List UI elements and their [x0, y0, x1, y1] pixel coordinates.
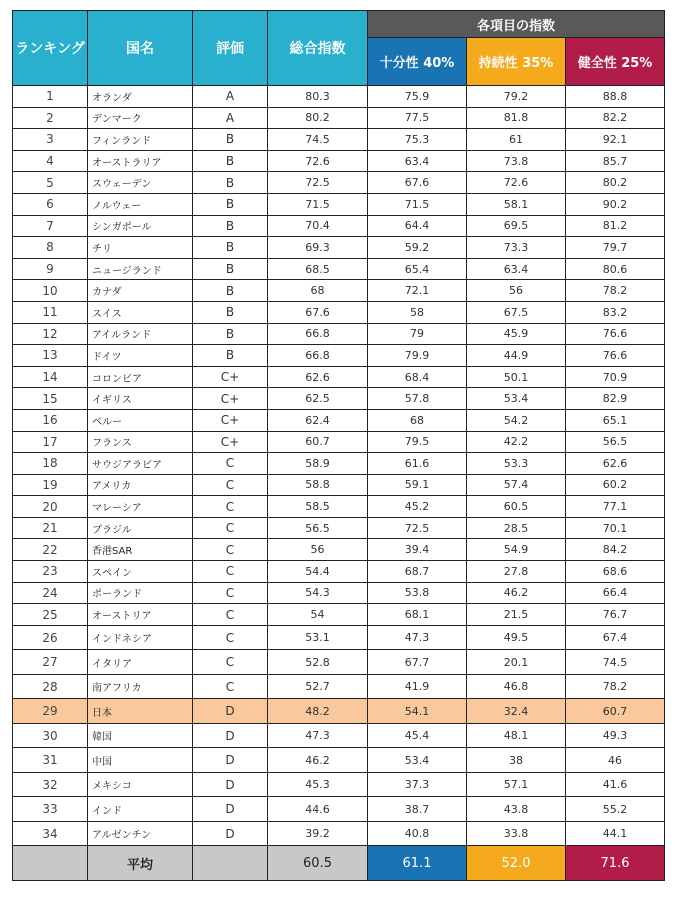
adequacy-cell: 68.4 [368, 366, 467, 388]
grade-cell: D [193, 772, 268, 797]
country-cell: マレーシア [88, 496, 193, 518]
total-index-cell: 52.8 [268, 650, 368, 675]
table-row [13, 517, 665, 539]
adequacy-cell: 47.3 [368, 625, 467, 650]
table-row [13, 797, 665, 822]
country-cell: 韓国 [88, 723, 193, 748]
total-index-cell: 66.8 [268, 323, 368, 345]
adequacy-cell: 39.4 [368, 539, 467, 561]
rank-cell: 16 [13, 409, 88, 431]
country-cell: インド [88, 797, 193, 822]
average-total: 60.5 [268, 846, 368, 881]
country-cell: スイス [88, 301, 193, 323]
integrity-cell: 56.5 [566, 431, 665, 453]
average-grade-cell [193, 846, 268, 881]
header-grade: 評価 [193, 11, 268, 86]
total-index-cell: 70.4 [268, 215, 368, 237]
total-index-cell: 72.6 [268, 150, 368, 172]
integrity-cell: 60.7 [566, 699, 665, 724]
sustainability-cell: 58.1 [467, 193, 566, 215]
table-row [13, 215, 665, 237]
header-sub-index-group: 各項目の指数 [368, 11, 665, 38]
sustainability-cell: 53.4 [467, 388, 566, 410]
country-cell: インドネシア [88, 625, 193, 650]
total-index-cell: 54.4 [268, 561, 368, 583]
total-index-cell: 54.3 [268, 582, 368, 604]
grade-cell: C [193, 517, 268, 539]
integrity-cell: 76.7 [566, 604, 665, 626]
grade-cell: C [193, 539, 268, 561]
total-index-cell: 53.1 [268, 625, 368, 650]
total-index-cell: 58.9 [268, 453, 368, 475]
integrity-cell: 82.2 [566, 107, 665, 129]
adequacy-cell: 79 [368, 323, 467, 345]
grade-cell: C [193, 582, 268, 604]
grade-cell: D [193, 723, 268, 748]
average-rank-cell [13, 846, 88, 881]
country-cell: ブラジル [88, 517, 193, 539]
table-row [13, 107, 665, 129]
table-row [13, 193, 665, 215]
total-index-cell: 56 [268, 539, 368, 561]
table-row [13, 582, 665, 604]
rank-cell: 2 [13, 107, 88, 129]
country-cell: スペイン [88, 561, 193, 583]
grade-cell: B [193, 172, 268, 194]
grade-cell: B [193, 129, 268, 151]
sustainability-cell: 57.4 [467, 474, 566, 496]
adequacy-cell: 79.5 [368, 431, 467, 453]
table-row [13, 604, 665, 626]
table-row [13, 345, 665, 367]
adequacy-cell: 71.5 [368, 193, 467, 215]
adequacy-cell: 38.7 [368, 797, 467, 822]
table-row [13, 474, 665, 496]
table-row [13, 258, 665, 280]
table-row [13, 409, 665, 431]
table-row [13, 674, 665, 699]
integrity-cell: 78.2 [566, 280, 665, 302]
total-index-cell: 67.6 [268, 301, 368, 323]
rank-cell: 12 [13, 323, 88, 345]
rank-cell: 15 [13, 388, 88, 410]
integrity-cell: 92.1 [566, 129, 665, 151]
country-cell: スウェーデン [88, 172, 193, 194]
rank-cell: 26 [13, 625, 88, 650]
country-cell: デンマーク [88, 107, 193, 129]
grade-cell: D [193, 821, 268, 846]
country-cell: アルゼンチン [88, 821, 193, 846]
rank-cell: 24 [13, 582, 88, 604]
grade-cell: B [193, 258, 268, 280]
rank-cell: 22 [13, 539, 88, 561]
sustainability-cell: 54.2 [467, 409, 566, 431]
adequacy-cell: 77.5 [368, 107, 467, 129]
table-row [13, 323, 665, 345]
adequacy-cell: 45.4 [368, 723, 467, 748]
average-adequacy: 61.1 [368, 846, 467, 881]
sustainability-cell: 42.2 [467, 431, 566, 453]
country-cell: カナダ [88, 280, 193, 302]
total-index-cell: 48.2 [268, 699, 368, 724]
integrity-cell: 80.6 [566, 258, 665, 280]
sustainability-cell: 54.9 [467, 539, 566, 561]
total-index-cell: 60.7 [268, 431, 368, 453]
adequacy-cell: 37.3 [368, 772, 467, 797]
sustainability-cell: 53.3 [467, 453, 566, 475]
integrity-cell: 80.2 [566, 172, 665, 194]
table-row [13, 699, 665, 724]
grade-cell: C+ [193, 409, 268, 431]
sustainability-cell: 72.6 [467, 172, 566, 194]
sustainability-cell: 44.9 [467, 345, 566, 367]
table-row [13, 496, 665, 518]
total-index-cell: 80.3 [268, 86, 368, 108]
integrity-cell: 81.2 [566, 215, 665, 237]
total-index-cell: 66.8 [268, 345, 368, 367]
integrity-cell: 85.7 [566, 150, 665, 172]
header-country: 国名 [88, 11, 193, 86]
grade-cell: D [193, 699, 268, 724]
country-cell: オランダ [88, 86, 193, 108]
rank-cell: 18 [13, 453, 88, 475]
rank-cell: 32 [13, 772, 88, 797]
total-index-cell: 44.6 [268, 797, 368, 822]
integrity-cell: 41.6 [566, 772, 665, 797]
table-row [13, 821, 665, 846]
sustainability-cell: 67.5 [467, 301, 566, 323]
sustainability-cell: 79.2 [467, 86, 566, 108]
sustainability-cell: 60.5 [467, 496, 566, 518]
total-index-cell: 72.5 [268, 172, 368, 194]
rank-cell: 10 [13, 280, 88, 302]
sustainability-cell: 32.4 [467, 699, 566, 724]
integrity-cell: 65.1 [566, 409, 665, 431]
average-label: 平均 [88, 846, 193, 881]
sustainability-cell: 81.8 [467, 107, 566, 129]
sustainability-cell: 49.5 [467, 625, 566, 650]
country-cell: メキシコ [88, 772, 193, 797]
rank-cell: 11 [13, 301, 88, 323]
integrity-cell: 60.2 [566, 474, 665, 496]
adequacy-cell: 68.7 [368, 561, 467, 583]
grade-cell: A [193, 107, 268, 129]
total-index-cell: 74.5 [268, 129, 368, 151]
sustainability-cell: 20.1 [467, 650, 566, 675]
total-index-cell: 52.7 [268, 674, 368, 699]
grade-cell: B [193, 280, 268, 302]
grade-cell: B [193, 150, 268, 172]
country-cell: オーストリア [88, 604, 193, 626]
sustainability-cell: 45.9 [467, 323, 566, 345]
grade-cell: B [193, 215, 268, 237]
table-row [13, 431, 665, 453]
integrity-cell: 76.6 [566, 345, 665, 367]
integrity-cell: 76.6 [566, 323, 665, 345]
table-row [13, 388, 665, 410]
grade-cell: C [193, 453, 268, 475]
adequacy-cell: 75.9 [368, 86, 467, 108]
total-index-cell: 62.4 [268, 409, 368, 431]
integrity-cell: 68.6 [566, 561, 665, 583]
table-row [13, 366, 665, 388]
total-index-cell: 58.5 [268, 496, 368, 518]
adequacy-cell: 53.4 [368, 748, 467, 773]
adequacy-cell: 57.8 [368, 388, 467, 410]
adequacy-cell: 67.7 [368, 650, 467, 675]
table-row [13, 86, 665, 108]
integrity-cell: 79.7 [566, 237, 665, 259]
total-index-cell: 56.5 [268, 517, 368, 539]
sustainability-cell: 73.8 [467, 150, 566, 172]
adequacy-cell: 75.3 [368, 129, 467, 151]
grade-cell: C [193, 650, 268, 675]
rank-cell: 7 [13, 215, 88, 237]
total-index-cell: 68.5 [268, 258, 368, 280]
integrity-cell: 70.1 [566, 517, 665, 539]
country-cell: ニュージランド [88, 258, 193, 280]
integrity-cell: 62.6 [566, 453, 665, 475]
rank-cell: 13 [13, 345, 88, 367]
integrity-cell: 67.4 [566, 625, 665, 650]
adequacy-cell: 40.8 [368, 821, 467, 846]
sustainability-cell: 48.1 [467, 723, 566, 748]
country-cell: イギリス [88, 388, 193, 410]
adequacy-cell: 64.4 [368, 215, 467, 237]
country-cell: フランス [88, 431, 193, 453]
grade-cell: C [193, 674, 268, 699]
integrity-cell: 66.4 [566, 582, 665, 604]
header-sustainability: 持続性 35% [467, 38, 566, 86]
table-body [13, 86, 665, 846]
average-sustainability: 52.0 [467, 846, 566, 881]
sustainability-cell: 46.8 [467, 674, 566, 699]
pension-index-table [12, 10, 665, 881]
grade-cell: B [193, 237, 268, 259]
rank-cell: 31 [13, 748, 88, 773]
rank-cell: 1 [13, 86, 88, 108]
header-total-index: 総合指数 [268, 11, 368, 86]
grade-cell: C [193, 561, 268, 583]
sustainability-cell: 69.5 [467, 215, 566, 237]
rank-cell: 3 [13, 129, 88, 151]
rank-cell: 19 [13, 474, 88, 496]
grade-cell: B [193, 193, 268, 215]
rank-cell: 5 [13, 172, 88, 194]
table-row [13, 453, 665, 475]
rank-cell: 23 [13, 561, 88, 583]
rank-cell: 34 [13, 821, 88, 846]
adequacy-cell: 72.5 [368, 517, 467, 539]
table-row [13, 150, 665, 172]
header-adequacy: 十分性 40% [368, 38, 467, 86]
table-row [13, 625, 665, 650]
adequacy-cell: 79.9 [368, 345, 467, 367]
country-cell: アイルランド [88, 323, 193, 345]
sustainability-cell: 50.1 [467, 366, 566, 388]
adequacy-cell: 67.6 [368, 172, 467, 194]
integrity-cell: 84.2 [566, 539, 665, 561]
rank-cell: 33 [13, 797, 88, 822]
rank-cell: 28 [13, 674, 88, 699]
adequacy-cell: 54.1 [368, 699, 467, 724]
table-row [13, 129, 665, 151]
grade-cell: C [193, 604, 268, 626]
integrity-cell: 49.3 [566, 723, 665, 748]
adequacy-cell: 68.1 [368, 604, 467, 626]
country-cell: ノルウェー [88, 193, 193, 215]
total-index-cell: 46.2 [268, 748, 368, 773]
rank-cell: 29 [13, 699, 88, 724]
table-row [13, 561, 665, 583]
rank-cell: 20 [13, 496, 88, 518]
adequacy-cell: 41.9 [368, 674, 467, 699]
integrity-cell: 77.1 [566, 496, 665, 518]
adequacy-cell: 59.2 [368, 237, 467, 259]
grade-cell: C+ [193, 431, 268, 453]
total-index-cell: 39.2 [268, 821, 368, 846]
integrity-cell: 78.2 [566, 674, 665, 699]
sustainability-cell: 61 [467, 129, 566, 151]
average-integrity: 71.6 [566, 846, 665, 881]
header-integrity: 健全性 25% [566, 38, 665, 86]
total-index-cell: 69.3 [268, 237, 368, 259]
adequacy-cell: 58 [368, 301, 467, 323]
integrity-cell: 74.5 [566, 650, 665, 675]
integrity-cell: 82.9 [566, 388, 665, 410]
country-cell: コロンビア [88, 366, 193, 388]
total-index-cell: 45.3 [268, 772, 368, 797]
rank-cell: 6 [13, 193, 88, 215]
rank-cell: 21 [13, 517, 88, 539]
total-index-cell: 62.5 [268, 388, 368, 410]
total-index-cell: 47.3 [268, 723, 368, 748]
grade-cell: C+ [193, 366, 268, 388]
integrity-cell: 88.8 [566, 86, 665, 108]
adequacy-cell: 61.6 [368, 453, 467, 475]
country-cell: ドイツ [88, 345, 193, 367]
rank-cell: 17 [13, 431, 88, 453]
grade-cell: D [193, 797, 268, 822]
sustainability-cell: 46.2 [467, 582, 566, 604]
sustainability-cell: 38 [467, 748, 566, 773]
sustainability-cell: 73.3 [467, 237, 566, 259]
grade-cell: C [193, 474, 268, 496]
sustainability-cell: 28.5 [467, 517, 566, 539]
rank-cell: 30 [13, 723, 88, 748]
sustainability-cell: 33.8 [467, 821, 566, 846]
rank-cell: 4 [13, 150, 88, 172]
total-index-cell: 80.2 [268, 107, 368, 129]
integrity-cell: 70.9 [566, 366, 665, 388]
sustainability-cell: 56 [467, 280, 566, 302]
grade-cell: C+ [193, 388, 268, 410]
table-row [13, 748, 665, 773]
grade-cell: B [193, 323, 268, 345]
total-index-cell: 62.6 [268, 366, 368, 388]
rank-cell: 27 [13, 650, 88, 675]
sustainability-cell: 63.4 [467, 258, 566, 280]
rank-cell: 8 [13, 237, 88, 259]
adequacy-cell: 53.8 [368, 582, 467, 604]
rank-cell: 14 [13, 366, 88, 388]
total-index-cell: 54 [268, 604, 368, 626]
country-cell: イタリア [88, 650, 193, 675]
integrity-cell: 46 [566, 748, 665, 773]
table-row [13, 237, 665, 259]
country-cell: フィンランド [88, 129, 193, 151]
table-row [13, 723, 665, 748]
sustainability-cell: 43.8 [467, 797, 566, 822]
grade-cell: D [193, 748, 268, 773]
country-cell: ポーランド [88, 582, 193, 604]
table-row [13, 280, 665, 302]
adequacy-cell: 68 [368, 409, 467, 431]
adequacy-cell: 59.1 [368, 474, 467, 496]
grade-cell: C [193, 496, 268, 518]
sustainability-cell: 21.5 [467, 604, 566, 626]
adequacy-cell: 63.4 [368, 150, 467, 172]
integrity-cell: 83.2 [566, 301, 665, 323]
table-row [13, 172, 665, 194]
table-row [13, 301, 665, 323]
country-cell: サウジアラビア [88, 453, 193, 475]
rank-cell: 25 [13, 604, 88, 626]
grade-cell: C [193, 625, 268, 650]
table-row [13, 772, 665, 797]
integrity-cell: 90.2 [566, 193, 665, 215]
country-cell: 中国 [88, 748, 193, 773]
integrity-cell: 44.1 [566, 821, 665, 846]
grade-cell: B [193, 301, 268, 323]
country-cell: チリ [88, 237, 193, 259]
adequacy-cell: 72.1 [368, 280, 467, 302]
rank-cell: 9 [13, 258, 88, 280]
country-cell: ペルー [88, 409, 193, 431]
country-cell: オーストラリア [88, 150, 193, 172]
integrity-cell: 55.2 [566, 797, 665, 822]
country-cell: シンガポール [88, 215, 193, 237]
grade-cell: A [193, 86, 268, 108]
adequacy-cell: 65.4 [368, 258, 467, 280]
table-row [13, 539, 665, 561]
adequacy-cell: 45.2 [368, 496, 467, 518]
sustainability-cell: 27.8 [467, 561, 566, 583]
grade-cell: B [193, 345, 268, 367]
sustainability-cell: 57.1 [467, 772, 566, 797]
country-cell: 香港SAR [88, 539, 193, 561]
country-cell: 南アフリカ [88, 674, 193, 699]
total-index-cell: 58.8 [268, 474, 368, 496]
header-ranking: ランキング [13, 11, 88, 86]
total-index-cell: 68 [268, 280, 368, 302]
country-cell: アメリカ [88, 474, 193, 496]
country-cell: 日本 [88, 699, 193, 724]
table-row [13, 650, 665, 675]
average-row [13, 846, 665, 881]
total-index-cell: 71.5 [268, 193, 368, 215]
